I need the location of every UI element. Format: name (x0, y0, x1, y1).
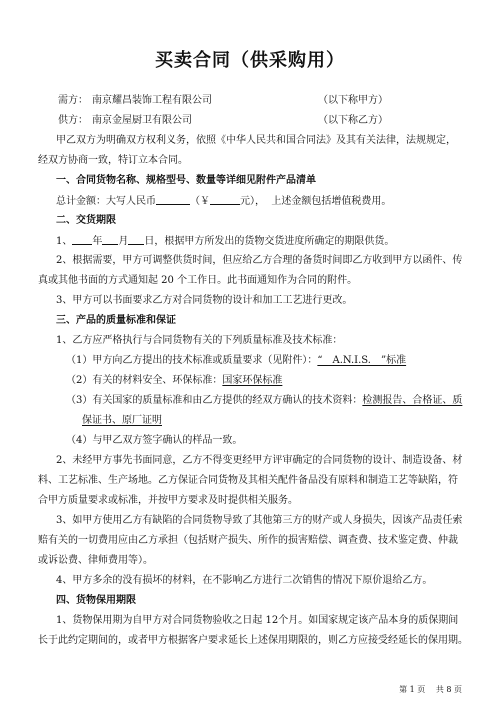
preamble-line-2: 经双方协商一致，特订立本合同。 (38, 155, 188, 166)
seller-note: （以下称乙方） (318, 115, 388, 126)
month-label: 月 (118, 236, 129, 247)
year-label: 年 (92, 236, 103, 247)
seller-name: 南京金屋厨卫有限公司 (92, 115, 192, 126)
standard-item-1 (66, 354, 472, 367)
standard-1-value: “ A.N.I.S. ”标准 (317, 355, 407, 366)
standard-item-2 (66, 374, 472, 387)
amount-words-blank (156, 194, 190, 205)
delivery-date-row (56, 234, 472, 248)
year-blank (72, 234, 92, 245)
section-3-heading: 三、产品的质量标准和保证 (56, 315, 176, 326)
section-3-item-3-line-3: 或诉讼费、律师费用等）。 (38, 555, 153, 566)
total-amount-row (56, 194, 472, 208)
item-number: 1、 (56, 236, 73, 247)
section-3-item-1: 1、乙方应严格执行与合同货物有关的下列质量标准及技术标准： (56, 335, 343, 346)
document-title: 买卖合同（供采购用） (155, 50, 345, 71)
section-3-item-2-line-3: 合甲方质量要求或标准，并按甲方要求及时提供相关服务。 (38, 495, 298, 506)
amount-currency: （￥ (190, 196, 210, 207)
amount-number-blank (210, 194, 240, 205)
standard-3-value-cont: 保证书、原厂证明 (82, 415, 162, 426)
section-2-item-2-line-2: 真或其他书面的方式通知起 20 个工作日。此书面通知作为合同的附件。 (38, 275, 358, 286)
standard-2-label: （2）有关的材料安全、环保标准： (66, 375, 223, 386)
section-4-heading: 四、货物保用期限 (56, 595, 136, 606)
day-blank (128, 234, 144, 245)
section-3-item-2-line-2: 料、工艺标准、生产场地。乙方保证合同货物及其相关配件备品没有原料和制造工艺等缺陷，符 (38, 475, 458, 486)
standard-item-4: （4）与甲乙双方签字确认的样品一致。 (66, 435, 243, 446)
section-3-item-3-line-2: 赔有关的一切费用应由乙方承担（包括财产损失、所作的损害赔偿、调查费、技术鉴定费、仲裁 (38, 535, 458, 546)
section-3-item-3-line-1: 3、如甲方使用乙方有缺陷的合同货物导致了其他第三方的财产或人身损失，因该产品责任索 (56, 515, 463, 526)
page-total: 共 8 页 (435, 685, 462, 694)
page-footer (391, 684, 462, 695)
standard-2-value: 国家环保标准 (222, 375, 283, 386)
preamble-line-1: 甲乙双方为明确双方权利义务，依照《中华人民共和国合同法》及其有关法律，法规规定， (56, 135, 456, 146)
buyer-label: 需方： (58, 95, 88, 106)
section-4-item-1-line-1: 1、货物保用期为自甲方对合同货物验收之日起 12个月。如国家规定该产品本身的质保期间 (56, 615, 459, 626)
section-2-item-2-line-1: 2、根据需要，甲方可调整供货时间，但应给乙方合理的备货时间即乙方收到甲方以函件、传 (56, 255, 463, 266)
amount-unit: 元）， (240, 196, 265, 207)
amount-note: 上述金额包括增值税费用。 (271, 196, 392, 207)
buyer-note: （以下称甲方） (318, 95, 388, 106)
section-3-item-4: 4、甲方多余的没有损坏的材料，在不影响乙方进行二次销售的情况下原价退给乙方。 (56, 575, 433, 586)
month-blank (102, 234, 118, 245)
page-number: 第 1 页 (399, 685, 426, 694)
section-1-heading: 一、合同货物名称、规格型号、数量等详细见附件产品清单 (56, 175, 316, 186)
standard-3-value: 检测报告、合格证、质 (362, 395, 463, 406)
buyer-name: 南京耀昌装饰工程有限公司 (92, 95, 212, 106)
standard-item-3-cont (82, 414, 472, 427)
section-2-heading: 二、交货期限 (56, 215, 116, 226)
section-2-item-3: 3、甲方可以书面要求乙方对合同货物的设计和加工工艺进行更改。 (56, 295, 353, 306)
section-3-item-2-line-1: 2、未经甲方事先书面同意，乙方不得变更经甲方评审确定的合同货物的设计、制造设备、材 (56, 455, 463, 466)
delivery-text: 日，根据甲方所发出的货物交货进度所确定的期限供货。 (144, 236, 395, 247)
standard-3-label: （3）有关国家的质量标准和由乙方提供的经双方确认的技术资料： (66, 395, 363, 406)
section-4-item-1-line-2: 长于此约定期间的，或者甲方根据客户要求延长上述保用期限的，则乙方应接受经延长的保用期。 (38, 635, 468, 646)
amount-label: 总计金额：大写人民币 (56, 196, 156, 207)
seller-label: 供方： (58, 115, 88, 126)
standard-item-3 (66, 394, 472, 407)
standard-1-label: （1）甲方向乙方提出的技术标准或质量要求（见附件）： (66, 355, 318, 366)
